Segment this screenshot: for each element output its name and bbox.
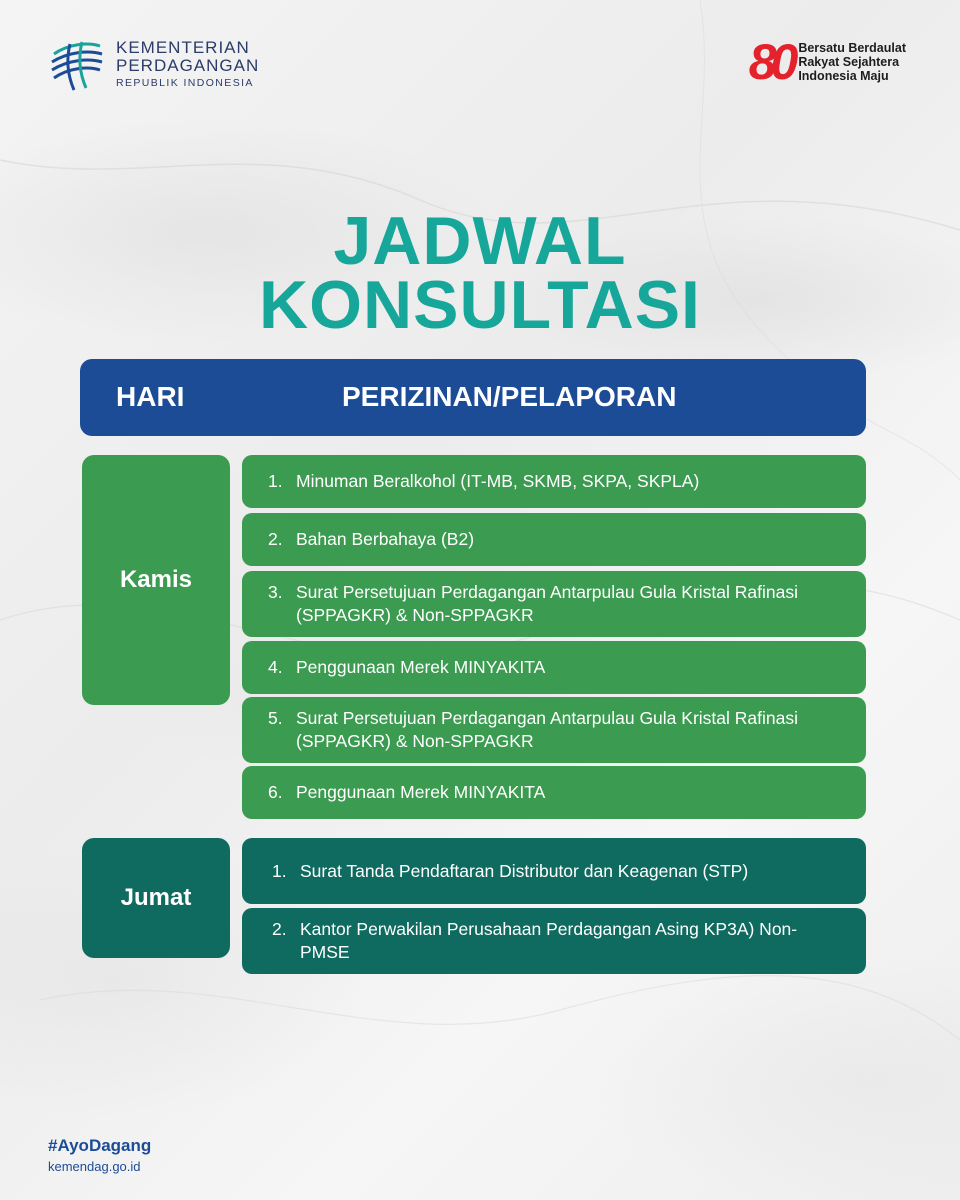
footer-website: kemendag.go.id [48,1159,141,1174]
list-item [242,455,866,508]
item-text: Surat Persetujuan Perdagangan Antarpulau Gula Kristal Rafinasi (SPPAGKR) & Non-SPPAGKR [296,708,798,751]
item-number: 2. [268,529,283,549]
item-number: 2. [272,919,287,939]
footer-hashtag: #AyoDagang [48,1136,152,1155]
item-number: 1. [268,471,283,491]
page-title-line2: KONSULTASI [259,267,701,343]
item-text: Penggunaan Merek MINYAKITA [296,657,546,677]
item-text: Penggunaan Merek MINYAKITA [296,782,546,802]
list-item [242,571,866,637]
item-number: 6. [268,782,283,802]
item-text: Kantor Perwakilan Perusahaan Perdagangan Asing KP3A) Non-PMSE [300,919,798,962]
tagline-line3: Indonesia Maju [798,69,889,83]
item-text: Surat Tanda Pendaftaran Distributor dan Keagenan (STP) [300,860,749,881]
page-title-line1: JADWAL [333,203,627,279]
list-item [242,766,866,819]
table-header [80,359,866,436]
item-text: Minuman Beralkohol (IT-MB, SKMB, SKPA, SKPLA) [296,471,700,491]
tagline-line1: Bersatu Berdaulat [798,41,906,55]
ministry-logo [48,36,259,92]
list-item [242,697,866,763]
day-label-kamis: Kamis [82,455,230,705]
ministry-name-line1: KEMENTERIAN [116,38,250,57]
ministry-emblem-icon [48,36,104,92]
item-text: Bahan Berbahaya (B2) [296,529,475,549]
column-header-service: PERIZINAN/PELAPORAN [342,381,677,412]
ministry-name-line3: REPUBLIK INDONESIA [116,77,254,89]
list-item [242,838,866,904]
ministry-name-line2: PERDAGANGAN [116,56,260,75]
list-item [242,513,866,566]
item-number: 4. [268,657,283,677]
item-number: 3. [268,582,283,602]
anniversary-tagline [798,41,906,83]
list-item [242,641,866,694]
tagline-line2: Rakyat Sejahtera [798,55,900,69]
anniversary-logo [749,36,906,88]
anniversary-number: 80 [748,34,793,90]
item-number: 1. [272,860,287,881]
day-label-jumat: Jumat [82,838,230,958]
item-text: Surat Persetujuan Perdagangan Antarpulau Gula Kristal Rafinasi (SPPAGKR) & Non-SPPAGKR [296,582,798,625]
column-header-day: HARI [116,381,185,412]
list-item [242,908,866,974]
item-number: 5. [268,708,283,728]
